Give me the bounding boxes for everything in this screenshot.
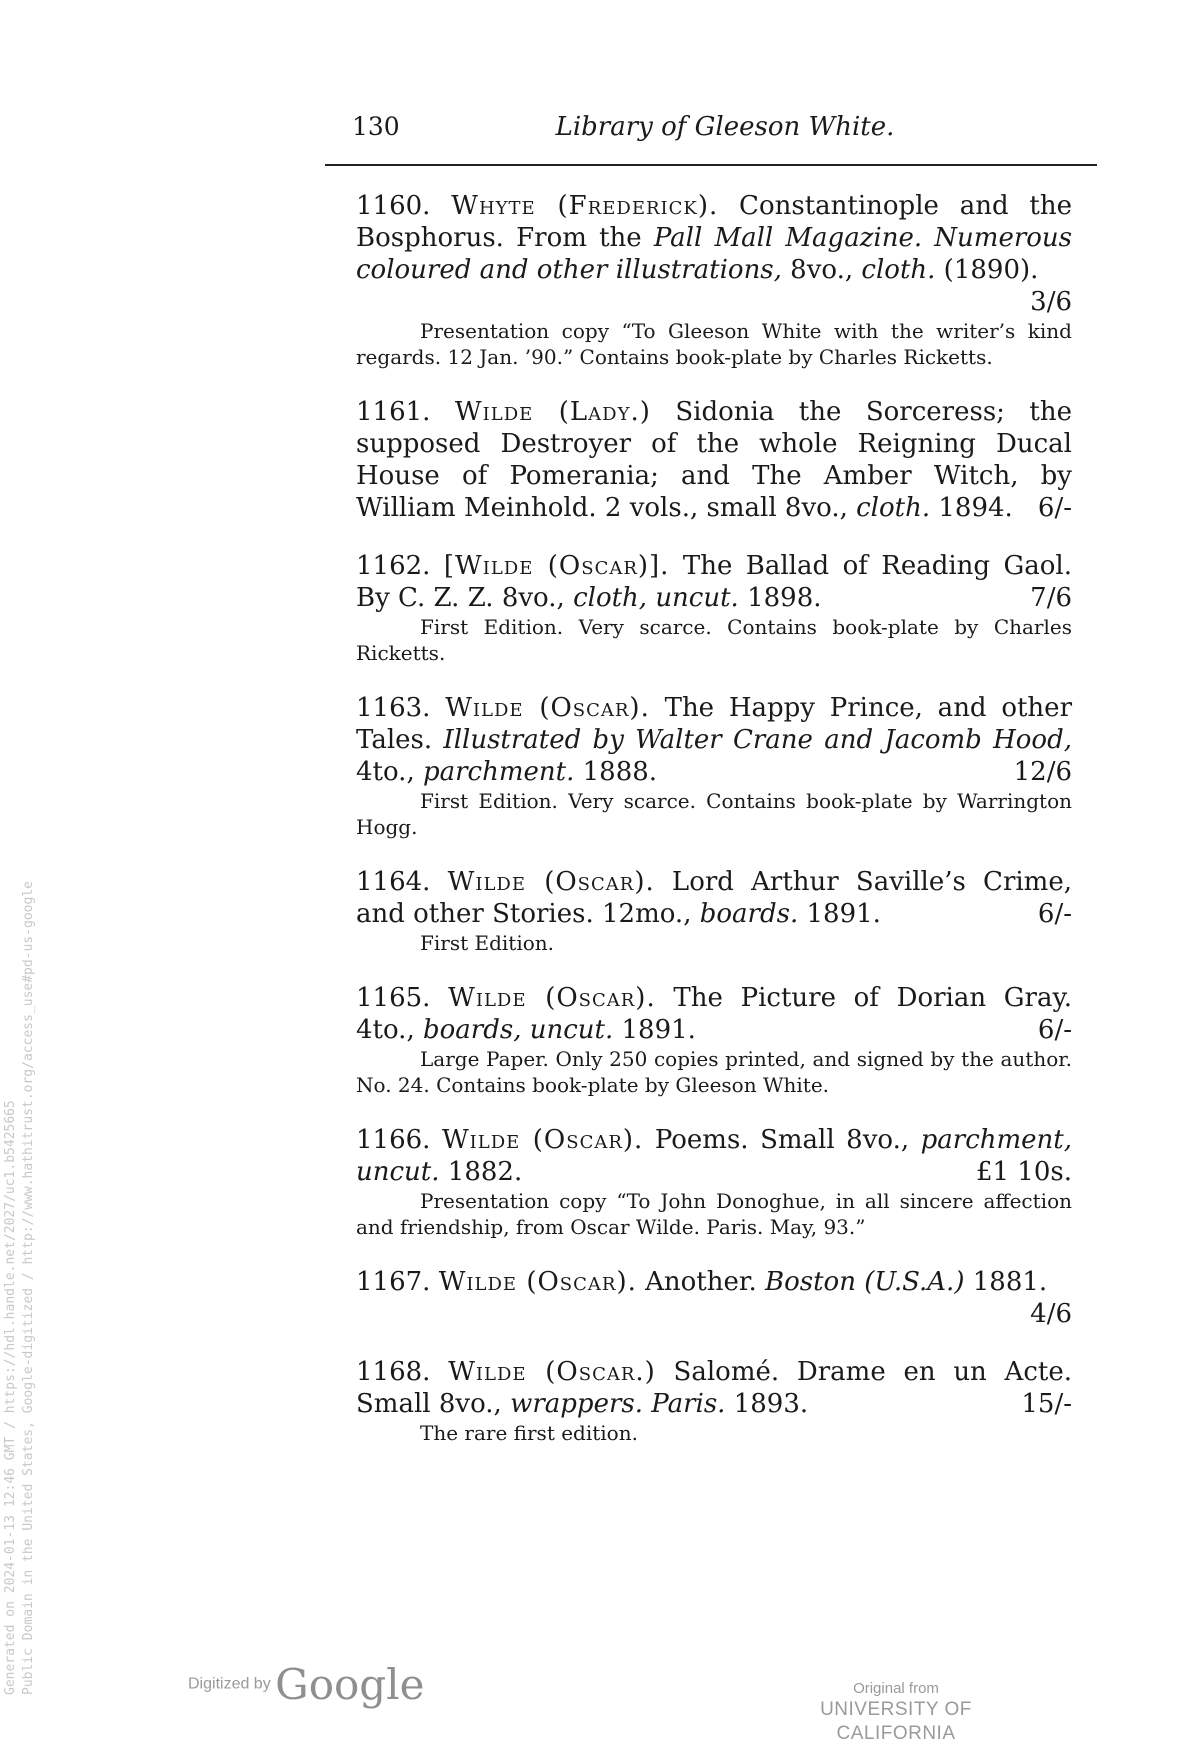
entry-note: Presentation copy “To John Donoghue, in all sincere affection and friendship, from Oscar Wilde. Paris. May, 93.” (356, 1189, 1072, 1239)
catalogue-entries (356, 190, 1072, 1472)
entry-italic-text: boards, uncut. (422, 1015, 614, 1045)
entry-author: Wilde (Oscar). (438, 1267, 637, 1297)
google-logo: Google (275, 1660, 425, 1709)
entry-price: 4/6 (1030, 1299, 1072, 1329)
entry-text: Constantinople and the Bosphorus. From the (356, 191, 1072, 253)
entry-text: Poems. Small 8vo., (643, 1125, 921, 1155)
entry-text: 1891. (613, 1015, 696, 1045)
entry-text: (1890). (935, 255, 1039, 285)
entry-text: Another. (636, 1267, 765, 1297)
original-from-label: Original from (853, 1680, 939, 1697)
entry-note: First Edition. Very scarce. Contains book-plate by Charles Ricketts. (356, 615, 1072, 665)
entry-text: Salomé. Drame en un Acte. Small 8vo., (356, 1357, 1072, 1419)
lot-number: 1167. (356, 1267, 431, 1297)
lot-number: 1163. (356, 693, 431, 723)
entry-text: 1881. (964, 1267, 1048, 1297)
entry-note: The rare first edition. (420, 1421, 638, 1445)
entry-author: Wilde (Oscar). (441, 1125, 644, 1155)
entry-italic-text: cloth. (861, 255, 936, 285)
entry-text: Lord Arthur Saville’s Crime, and other Stories. 12mo., (356, 867, 1072, 929)
entry-author: Wilde (Oscar.) (448, 1357, 656, 1387)
catalogue-entry (356, 1356, 1072, 1446)
entry-price: 6/- (1037, 1015, 1072, 1045)
catalogue-entry (356, 866, 1072, 956)
entry-price: 3/6 (1030, 287, 1072, 317)
catalogue-entry (356, 550, 1072, 666)
entry-author: Wilde (Oscar). (447, 867, 655, 897)
entry-text: 8vo., (781, 255, 862, 285)
entry-italic-text: cloth. (856, 493, 931, 523)
entry-text: The Happy Prince, and other Tales. (356, 693, 1072, 755)
entry-note: First Edition. (420, 931, 555, 955)
catalogue-entry (356, 982, 1072, 1098)
entry-italic-text: parchment, uncut. (356, 1125, 1073, 1187)
original-from (766, 1680, 1026, 1746)
watermark-line-2: Public Domain in the United States, Google-digitized / http://www.hathitrust.org/access_use#pd-us-google (21, 881, 36, 1695)
entry-text: 1882. (439, 1157, 523, 1187)
entry-italic-text: cloth, uncut. (573, 583, 739, 613)
lot-number: 1164. (356, 867, 431, 897)
entry-description (356, 550, 1072, 614)
entry-text: 1891. (798, 899, 881, 929)
entry-italic-text: boards. (699, 899, 799, 929)
lot-number: 1166. (356, 1125, 431, 1155)
lot-number: 1161. (356, 397, 431, 427)
entry-author: Wilde (Lady.) (454, 397, 651, 427)
entry-price: 15/- (1021, 1389, 1072, 1419)
entry-description (356, 1124, 1072, 1188)
entry-text: 1888. (574, 757, 658, 787)
entry-description (356, 396, 1072, 524)
hathitrust-watermark (2, 881, 38, 1695)
catalogue-entry (356, 692, 1072, 840)
entry-note: Large Paper. Only 250 copies printed, and signed by the author. No. 24. Contains book-plate by Gleeson White. (356, 1047, 1072, 1097)
entry-text: The Ballad of Reading Gaol. By C. Z. Z. 8vo., (356, 551, 1072, 613)
page-number: 130 (352, 112, 400, 141)
entry-price: £1 10s. (975, 1157, 1072, 1187)
lot-number: 1165. (356, 983, 431, 1013)
institution-name: UNIVERSITY OF CALIFORNIA (820, 1699, 972, 1744)
entry-author: Wilde (Oscar). (445, 693, 650, 723)
entry-description (356, 866, 1072, 930)
watermark-line-1: Generated on 2024-01-13 12:46 GMT / https://hdl.handle.net/2027/uc1.b5425665 (3, 1100, 18, 1695)
catalogue-entry (356, 1266, 1072, 1330)
entry-text: 1893. (725, 1389, 809, 1419)
entry-description (356, 982, 1072, 1046)
entry-text: Sidonia the Sorceress; the supposed Destroyer of the whole Reigning Ducal House of Pomerania; and The Amber Witch, by William Meinhold. 2 vols., small 8vo., (356, 397, 1072, 523)
running-title: Library of Gleeson White. (555, 112, 895, 142)
entry-text: 1894. (930, 493, 1013, 523)
entry-italic-text: Boston (U.S.A.) (764, 1267, 965, 1297)
entry-text: 1898. (738, 583, 822, 613)
entry-note: Presentation copy “To Gleeson White with the writer’s kind regards. 12 Jan. ’90.” Contains book-plate by Charles Ricketts. (356, 319, 1072, 369)
entry-author: Wilde (Oscar). (448, 983, 656, 1013)
entry-note: First Edition. Very scarce. Contains book-plate by Warrington Hogg. (356, 789, 1072, 839)
entry-description (356, 1266, 1072, 1330)
lot-number: 1160. (356, 191, 431, 221)
page-header (352, 112, 1098, 152)
digitized-by-label: Digitized by (188, 1675, 271, 1693)
entry-italic-text: Pall Mall Magazine. Numerous coloured and other illustrations, (356, 223, 1072, 285)
entry-price: 6/- (1037, 899, 1072, 929)
entry-text: 4to., (356, 757, 423, 787)
header-rule (325, 164, 1097, 166)
entry-italic-text: wrappers. Paris. (510, 1389, 726, 1419)
catalogue-entry (356, 1124, 1072, 1240)
entry-description (356, 692, 1072, 788)
lot-number: 1162. (356, 551, 431, 581)
entry-price: 7/6 (1030, 583, 1072, 613)
catalogue-entry (356, 396, 1072, 524)
entry-description (356, 190, 1072, 318)
digitized-by-google (188, 1660, 424, 1709)
entry-italic-text: parchment. (422, 757, 575, 787)
entry-italic-text: Illustrated by Walter Crane and Jacomb Hood, (443, 725, 1072, 755)
entry-price: 12/6 (1013, 757, 1072, 787)
entry-text: The Picture of Dorian Gray. 4to., (356, 983, 1072, 1045)
catalogue-entry (356, 190, 1072, 370)
entry-description (356, 1356, 1072, 1420)
entry-price: 6/- (1037, 493, 1072, 523)
entry-author: Whyte (Frederick). (451, 191, 719, 221)
lot-number: 1168. (356, 1357, 431, 1387)
entry-author: [Wilde (Oscar)]. (443, 551, 670, 581)
